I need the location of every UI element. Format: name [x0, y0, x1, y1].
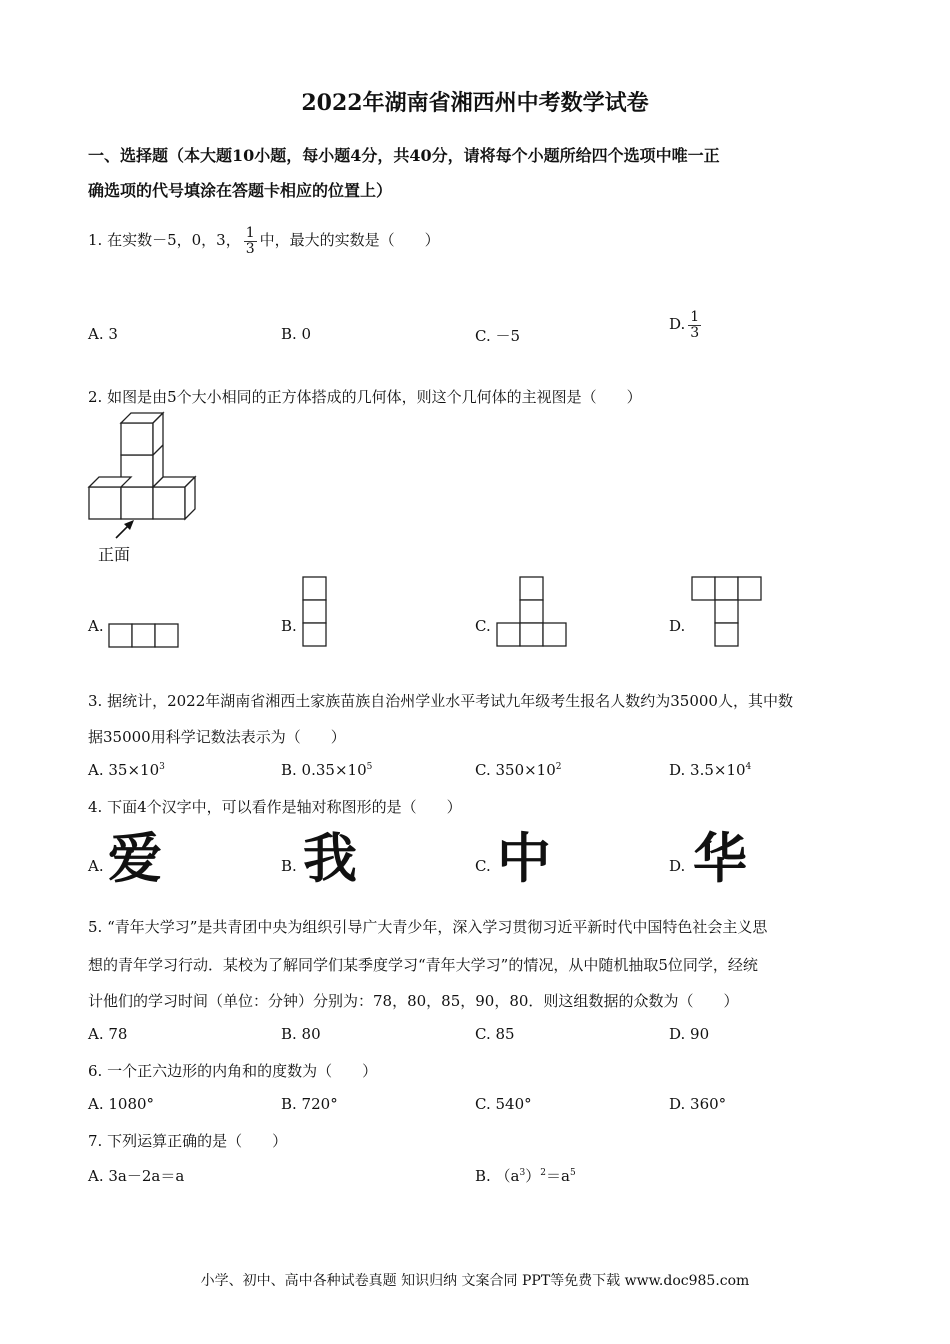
- q5-option-a: A. 78: [88, 1025, 128, 1043]
- question-1: [88, 226, 440, 256]
- question-3-line1: 3. 据统计，2022年湖南省湘西土家族苗族自治州学业水平考试九年级考生报名人数约为35000人，其中数: [88, 692, 793, 710]
- question-2: 2. 如图是由5个大小相同的正方体搭成的几何体，则这个几何体的主视图是（ ）: [88, 388, 642, 406]
- q5-option-d: D. 90: [669, 1025, 710, 1043]
- cube-solid-figure: [88, 418, 203, 523]
- question-3-line2: 据35000用科学记数法表示为（ ）: [88, 728, 346, 746]
- question-6: 6. 一个正六边形的内角和的度数为（ ）: [88, 1062, 378, 1080]
- q1-option-c: C. －5: [475, 327, 521, 345]
- q2-option-c-view: [496, 576, 570, 650]
- q3-option-d: D. $3.5\times 10^4$: [669, 761, 752, 779]
- q7-option-b: B. $(a^3)^2=a^5$: [475, 1167, 576, 1185]
- page-title: 2022年湖南省湘西州中考数学试卷: [301, 90, 649, 116]
- section-heading-line2: 确选项的代号填涂在答题卡相应的位置上）: [88, 181, 393, 200]
- fraction-one-third: $\frac{1}{3}$: [245, 225, 255, 257]
- q4-option-d-label: D.: [669, 857, 686, 875]
- q4-option-b-char: 我: [303, 827, 357, 890]
- q2-option-c-label: C.: [475, 617, 491, 635]
- question-7: 7. 下列运算正确的是（ ）: [88, 1132, 288, 1150]
- q4-option-d-char: 华: [693, 827, 747, 890]
- question-1-suffix: 中，最大的实数是（ ）: [259, 231, 440, 250]
- q6-option-c: C. 540°: [475, 1095, 532, 1113]
- q5-option-c: C. 85: [475, 1025, 515, 1043]
- section-heading-line1: 一、选择题（本大题10小题，每小题4分，共40分，请将每个小题所给四个选项中唯一正: [88, 146, 720, 165]
- q4-option-b-label: B.: [281, 857, 297, 875]
- q5-option-b: B. 80: [281, 1025, 321, 1043]
- page-footer: 小学、初中、高中各种试卷真题 知识归纳 文案合同 PPT等免费下载 www.doc985.com: [200, 1273, 750, 1289]
- q1-option-b: B. 0: [281, 325, 312, 343]
- q6-option-d: D. 360°: [669, 1095, 727, 1113]
- question-5-line2: 想的青年学习行动．某校为了解同学们某季度学习“青年大学习”的情况，从中随机抽取5位同学，经统: [88, 956, 758, 974]
- question-1-prefix: 1. 在实数－5，0，3，: [88, 231, 241, 250]
- q4-option-a-char: 爱: [108, 827, 162, 890]
- q4-option-a-label: A.: [88, 857, 104, 875]
- question-5-line3: 计他们的学习时间（单位：分钟）分别为：78，80，85，90，80．则这组数据的众数为（ ）: [88, 992, 739, 1010]
- q2-option-d-label: D.: [669, 617, 686, 635]
- q6-option-b: B. 720°: [281, 1095, 338, 1113]
- q3-option-a: A. $35\times 10^3$: [88, 761, 165, 779]
- q6-option-a: A. 1080°: [88, 1095, 155, 1113]
- question-4: 4. 下面4个汉字中，可以看作是轴对称图形的是（ ）: [88, 798, 462, 816]
- q2-option-a-view: [108, 623, 182, 649]
- q2-option-b-label: B.: [281, 617, 297, 635]
- question-5-line1: 5. “青年大学习”是共青团中央为组织引导广大青少年，深入学习贯彻习近平新时代中国特色社会主义思: [88, 918, 768, 936]
- front-arrow-icon: [110, 518, 140, 542]
- q7-option-a: A. 3a－2a＝a: [88, 1167, 185, 1185]
- q4-option-c-char: 中: [497, 827, 551, 890]
- q3-option-b: B. $0.35\times 10^5$: [281, 761, 373, 779]
- q1-option-d: D. $\frac{1}{3}$: [669, 309, 700, 341]
- q2-option-a-label: A.: [88, 617, 104, 635]
- front-label: 正面: [98, 545, 131, 564]
- q1-option-a: A. 3: [88, 325, 118, 343]
- q2-option-b-view: [302, 576, 330, 650]
- q4-option-c-label: C.: [475, 857, 491, 875]
- q2-option-d-view: [691, 576, 765, 650]
- q3-option-c: C. $350\times 10^2$: [475, 761, 562, 779]
